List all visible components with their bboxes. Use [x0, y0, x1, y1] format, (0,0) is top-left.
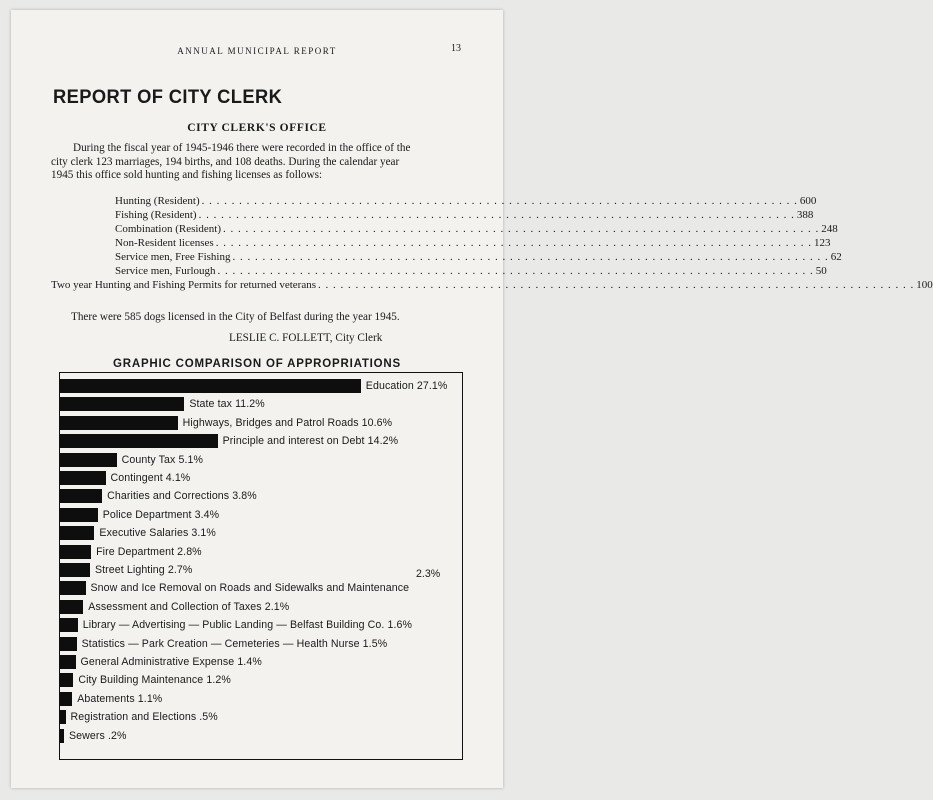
bar [60, 379, 361, 393]
license-row [51, 236, 831, 250]
license-count: 123 [813, 237, 831, 249]
bar-label: General Administrative Expense 1.4% [80, 656, 262, 668]
dot-leader: . . . . . . . . . . . . . . . . . . . . . . . . . . . . . . . . . . . . . . . . . . . . . . . . . . . . . . . . . . . . . . . . . . . . . . . . . . . . . . . . [318, 279, 915, 291]
license-row [51, 264, 827, 278]
dogs-sentence: There were 585 dogs licensed in the City of Belfast during the year 1945. [71, 311, 400, 323]
appropriations-chart [59, 372, 463, 760]
license-count: 50 [815, 265, 827, 277]
bar [60, 618, 78, 632]
bar-label: Contingent 4.1% [110, 472, 191, 484]
dot-leader: . . . . . . . . . . . . . . . . . . . . . . . . . . . . . . . . . . . . . . . . . . . . . . . . . . . . . . . . . . . . . . . . . . . . . . . . . . . . . . . . [223, 223, 820, 235]
bar-label: City Building Maintenance 1.2% [78, 674, 231, 687]
license-count: 62 [830, 251, 842, 263]
clerk-paragraph [51, 142, 471, 183]
bar [60, 397, 184, 411]
bar [60, 416, 178, 430]
bar-label: Snow and Ice Removal on Roads and Sidewalks and Maintenance [90, 582, 410, 595]
bar-label: Executive Salaries 3.1% [99, 527, 216, 540]
license-row [51, 194, 817, 208]
license-name: Non-Resident licenses [115, 237, 214, 249]
office-heading: CITY CLERK'S OFFICE [187, 122, 327, 134]
bar [60, 471, 106, 485]
bar-label: Charities and Corrections 3.8% [107, 490, 257, 503]
bar [60, 526, 94, 540]
bar [60, 453, 117, 467]
bar-label: Highways, Bridges and Patrol Roads 10.6% [182, 416, 393, 429]
bar [60, 637, 77, 651]
dot-leader: . . . . . . . . . . . . . . . . . . . . . . . . . . . . . . . . . . . . . . . . . . . . . . . . . . . . . . . . . . . . . . . . . . . . . . . . . . . . . . . . [215, 237, 812, 249]
license-row [51, 250, 842, 264]
license-name: Hunting (Resident) [115, 195, 200, 207]
bar-label: Fire Department 2.8% [96, 545, 202, 558]
bar-label: Police Department 3.4% [102, 508, 220, 521]
dot-leader: . . . . . . . . . . . . . . . . . . . . . . . . . . . . . . . . . . . . . . . . . . . . . . . . . . . . . . . . . . . . . . . . . . . . . . . . . . . . . . . . [198, 209, 795, 221]
bar [60, 729, 64, 743]
bar-label: Education 27.1% [365, 380, 448, 392]
bar [60, 434, 218, 448]
license-name: Fishing (Resident) [115, 209, 197, 221]
bar-label: Registration and Elections .5% [70, 711, 218, 724]
license-row [51, 278, 933, 292]
snow-value-label: 2.3% [416, 568, 441, 581]
license-name: Service men, Free Fishing [115, 251, 231, 263]
chart-title: GRAPHIC COMPARISON OF APPROPRIATIONS [113, 358, 401, 370]
dot-leader: . . . . . . . . . . . . . . . . . . . . . . . . . . . . . . . . . . . . . . . . . . . . . . . . . . . . . . . . . . . . . . . . . . . . . . . . . . . . . . . . [201, 195, 798, 207]
report-page [11, 10, 933, 788]
license-count: 248 [821, 223, 838, 235]
paragraph-line: 1945 this office sold hunting and fishing licenses as follows: [51, 169, 323, 181]
license-name: Two year Hunting and Fishing Permits for returned veterans [51, 279, 317, 291]
bar-label: Principle and interest on Debt 14.2% [222, 435, 399, 448]
dot-leader: . . . . . . . . . . . . . . . . . . . . . . . . . . . . . . . . . . . . . . . . . . . . . . . . . . . . . . . . . . . . . . . . . . . . . . . . . . . . . . . . [217, 265, 814, 277]
license-row [51, 208, 814, 222]
bar-label: Statistics — Park Creation — Cemeteries — Health Nurse 1.5% [81, 637, 388, 650]
report-title: REPORT OF CITY CLERK [53, 86, 283, 108]
license-name: Combination (Resident) [115, 223, 222, 235]
bar [60, 692, 72, 706]
bar [60, 545, 91, 559]
bar [60, 581, 86, 595]
bar [60, 508, 98, 522]
bar-label: Library — Advertising — Public Landing — Belfast Building Co. 1.6% [82, 619, 413, 632]
license-table [51, 194, 933, 292]
dot-leader: . . . . . . . . . . . . . . . . . . . . . . . . . . . . . . . . . . . . . . . . . . . . . . . . . . . . . . . . . . . . . . . . . . . . . . . . . . . . . . . . [232, 251, 829, 263]
bar-label: Assessment and Collection of Taxes 2.1% [88, 600, 290, 613]
bar [60, 563, 90, 577]
bar [60, 673, 73, 687]
license-row [51, 222, 838, 236]
paragraph-line: During the fiscal year of 1945-1946 there were recorded in the office of the [73, 142, 411, 154]
clerk-signature: LESLIE C. FOLLETT, City Clerk [229, 332, 383, 344]
running-head: ANNUAL MUNICIPAL REPORT [177, 46, 337, 56]
license-count: 388 [796, 209, 814, 221]
license-count: 600 [799, 195, 817, 207]
bar [60, 655, 76, 669]
license-name: Service men, Furlough [115, 265, 216, 277]
bar-label: Street Lighting 2.7% [94, 564, 193, 576]
bar-label: County Tax 5.1% [121, 453, 204, 466]
paragraph-line: city clerk 123 marriages, 194 births, and 108 deaths. During the calendar year [51, 155, 400, 168]
bar [60, 489, 102, 503]
bar-label: State tax 11.2% [189, 398, 265, 411]
bar-label: Sewers .2% [69, 729, 127, 742]
bar [60, 600, 83, 614]
page-number: 13 [451, 43, 461, 54]
license-count: 100 [916, 279, 933, 291]
bar-label: Abatements 1.1% [77, 692, 163, 705]
bar [60, 710, 66, 724]
